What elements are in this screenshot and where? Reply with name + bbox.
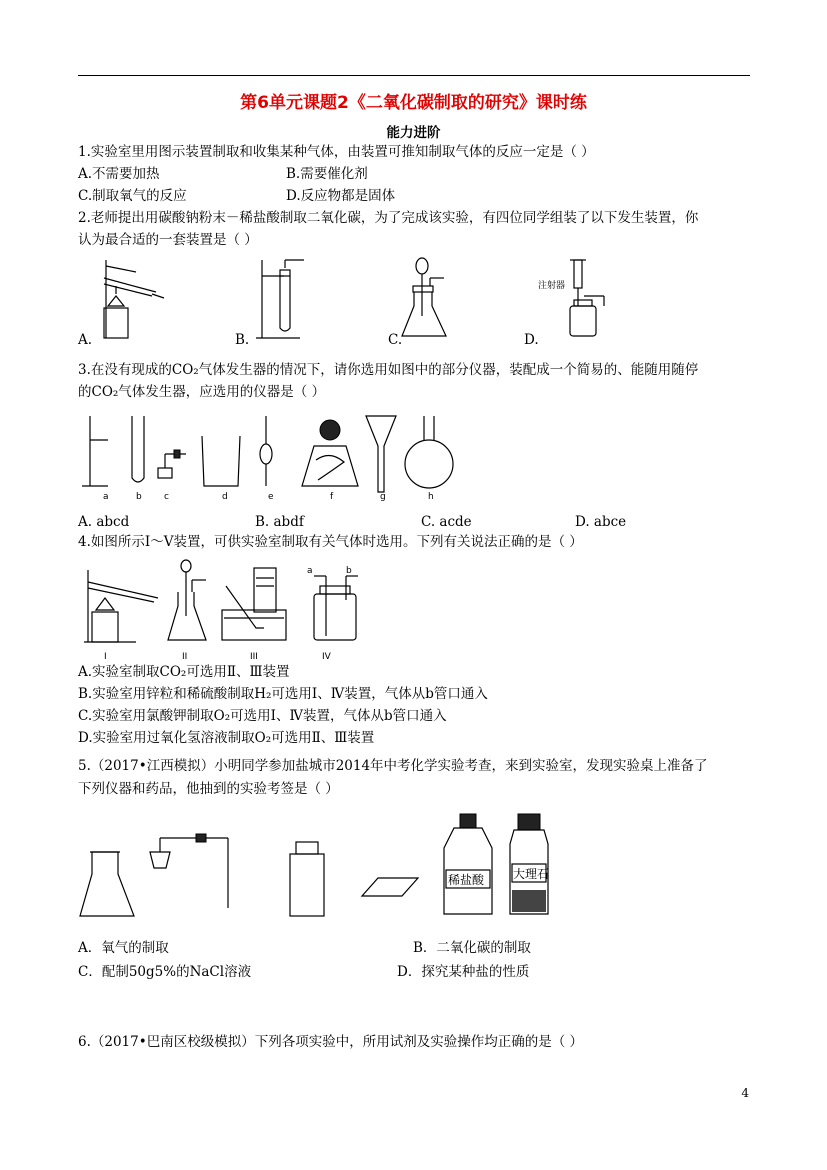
q4-option-a: A.实验室制取CO₂可选用Ⅱ、Ⅲ装置: [78, 664, 290, 680]
q3-stem-line1: 3.在没有现成的CO₂气体发生器的情况下，请你选用如图中的部分仪器，装配成一个简易的、能随用随停: [78, 362, 699, 378]
q2-apparatus-d-figure: [564, 256, 614, 340]
q5-option-c: C．配制50g5%的NaCl溶液: [78, 964, 252, 980]
header-rule: [78, 75, 750, 76]
q3-label-h: h: [428, 492, 434, 502]
q4-port-a: a: [307, 566, 313, 576]
q3-label-b: b: [136, 492, 142, 502]
q2-apparatus-b-figure: [248, 258, 308, 340]
q2-apparatus-a-figure: [86, 258, 166, 340]
q1-option-d: D.反应物都是固体: [286, 188, 396, 204]
q3-option-a: A. abcd: [78, 514, 130, 530]
q4-option-c: C.实验室用氯酸钾制取O₂可选用Ⅰ、Ⅳ装置，气体从b管口通入: [78, 708, 447, 724]
q4-apparatus-figure: [78, 556, 368, 648]
q3-option-d: D. abce: [575, 514, 627, 530]
q3-label-e: e: [268, 492, 274, 502]
q5-option-d: D．探究某种盐的性质: [397, 964, 530, 980]
q4-stem: 4.如图所示Ⅰ～Ⅴ装置，可供实验室制取有关气体时选用。下列有关说法正确的是（ ）: [78, 534, 583, 550]
q5-option-b: B．二氧化碳的制取: [413, 940, 531, 956]
q4-port-b: b: [346, 566, 352, 576]
q3-label-c: c: [164, 492, 169, 502]
q4-option-d: D.实验室用过氧化氢溶液制取O₂可选用Ⅱ、Ⅲ装置: [78, 730, 375, 746]
q3-label-g: g: [380, 492, 386, 502]
q4-label-i: I: [104, 652, 107, 662]
page-number: 4: [741, 1086, 749, 1100]
q5-option-a: A．氧气的制取: [78, 940, 169, 956]
q1-option-b: B.需要催化剂: [286, 166, 368, 182]
q2-option-b: B.: [235, 332, 250, 348]
q1-option-a: A.不需要加热: [78, 166, 160, 182]
bottle-label-hcl: 稀盐酸: [448, 873, 485, 887]
q6-stem: 6.（2017•巴南区校级模拟）下列各项实验中，所用试剂及实验操作均正确的是（ ）: [78, 1034, 583, 1050]
q3-option-c: C. acde: [421, 514, 472, 530]
q1-stem: 1.实验室里用图示装置制取和收集某种气体，由装置可推知制取气体的反应一定是（ ）: [78, 144, 595, 160]
q3-label-a: a: [103, 492, 109, 502]
q3-option-b: B. abdf: [255, 514, 304, 530]
q2-option-d: D.: [524, 332, 539, 348]
q2-stem-line1: 2.老师提出用碳酸钠粉末－稀盐酸制取二氧化碳，为了完成该实验，有四位同学组装了以下发生装置，你: [78, 210, 699, 226]
bottle-label-marble: 大理石: [513, 867, 550, 881]
q4-label-iv: IV: [322, 652, 331, 662]
q4-option-b: B.实验室用锌粒和稀硫酸制取H₂可选用Ⅰ、Ⅳ装置，气体从b管口通入: [78, 686, 488, 702]
section-heading: 能力进阶: [386, 125, 441, 141]
q3-label-f: f: [330, 492, 334, 502]
q2-option-a: A.: [78, 332, 93, 348]
page-title: 第6单元课题2《二氧化碳制取的研究》课时练: [240, 93, 587, 113]
q5-stem-line2: 下列仪器和药品，他抽到的实验考签是（ ）: [78, 781, 339, 797]
q4-label-ii: II: [182, 652, 188, 662]
q3-stem-line2: 的CO₂气体发生器，应选用的仪器是（ ）: [78, 384, 326, 400]
syringe-label: 注射器: [538, 281, 566, 291]
q2-stem-line2: 认为最合适的一套装置是（ ）: [78, 232, 258, 248]
q3-label-d: d: [222, 492, 228, 502]
q2-option-c: C.: [388, 332, 403, 348]
q4-label-iii: III: [250, 652, 258, 662]
q1-option-c: C.制取氧气的反应: [78, 188, 187, 204]
q2-apparatus-c-figure: [400, 256, 460, 340]
q5-instruments-figure: [78, 812, 558, 922]
q5-stem-line1: 5.（2017•江西模拟）小明同学参加盐城市2014年中考化学实验考查，来到实验室，发现实验桌上准备了: [78, 758, 708, 774]
